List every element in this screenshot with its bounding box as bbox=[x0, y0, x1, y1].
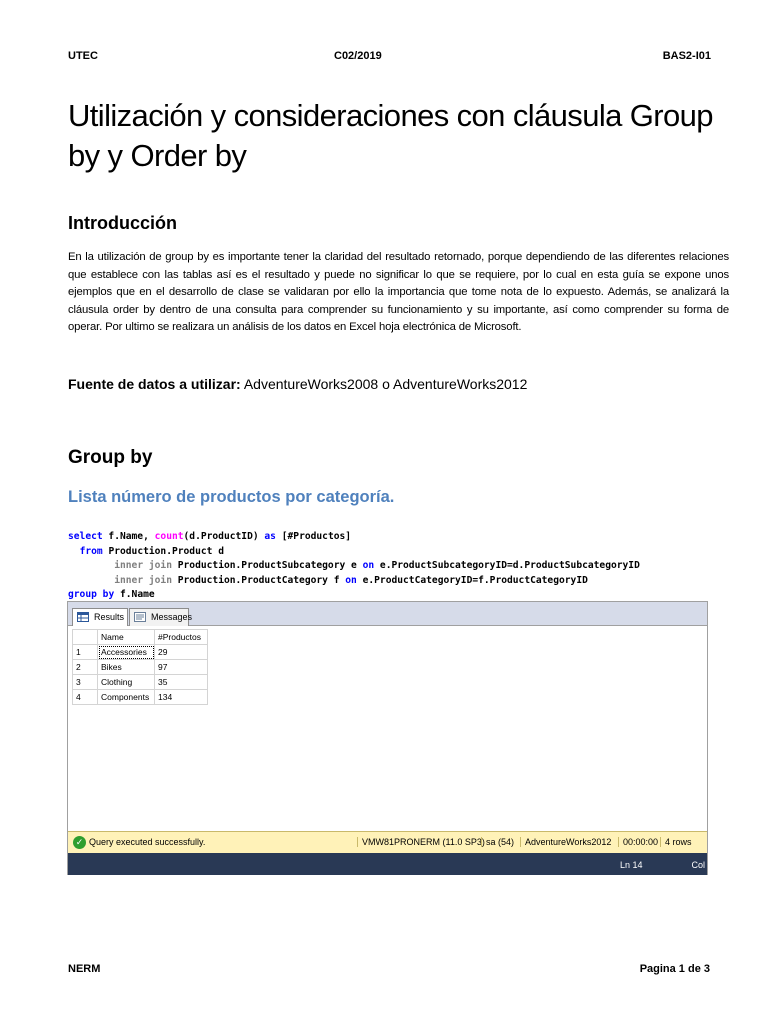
cell-count[interactable]: 97 bbox=[155, 660, 208, 675]
cell-count[interactable]: 29 bbox=[155, 645, 208, 660]
tab-results[interactable] bbox=[72, 608, 128, 626]
editor-status-bar bbox=[68, 853, 707, 875]
ssms-results-panel bbox=[67, 601, 708, 875]
sql-text: (d.ProductID) bbox=[183, 531, 265, 542]
sql-text: e.ProductCategoryID=f.ProductCategoryID bbox=[356, 574, 588, 586]
row-number[interactable]: 1 bbox=[73, 645, 98, 660]
sql-keyword: group bbox=[68, 589, 97, 600]
cell-name[interactable]: Components bbox=[98, 690, 155, 705]
sql-keyword: on bbox=[345, 574, 357, 586]
page-title: Utilización y consideraciones con cláusula Group by y Order by bbox=[68, 98, 713, 173]
status-server: VMW81PRONERM (11.0 SP3) bbox=[357, 837, 485, 847]
tab-messages-label: Messages bbox=[151, 612, 193, 622]
status-user: sa (54) bbox=[481, 837, 514, 847]
footer-left: NERM bbox=[68, 963, 101, 975]
sql-text: Production.ProductCategory f bbox=[171, 574, 346, 586]
source-label: Fuente de datos a utilizar: bbox=[68, 376, 241, 392]
row-number[interactable]: 2 bbox=[73, 660, 98, 675]
status-message: Query executed successfully. bbox=[89, 837, 206, 847]
sql-code-block bbox=[68, 530, 640, 603]
cell-name[interactable]: Clothing bbox=[98, 675, 155, 690]
cell-count[interactable]: 134 bbox=[155, 690, 208, 705]
sql-keyword: from bbox=[79, 545, 103, 557]
table-row[interactable] bbox=[73, 675, 208, 690]
grid-icon bbox=[77, 612, 89, 622]
sql-join-keyword: inner join bbox=[114, 560, 172, 571]
sql-text: Production.Product d bbox=[102, 545, 224, 557]
sql-keyword: as bbox=[264, 531, 276, 542]
subsection-heading: Lista número de productos por categoría. bbox=[68, 488, 395, 506]
checkmark-icon: ✓ bbox=[73, 836, 86, 849]
column-header-name[interactable]: Name bbox=[98, 630, 155, 645]
footer-page-number: Pagina 1 de 3 bbox=[639, 963, 710, 975]
data-source-line bbox=[68, 376, 527, 392]
sql-text: Production.ProductSubcategory e bbox=[171, 560, 363, 571]
source-value: AdventureWorks2008 o AdventureWorks2012 bbox=[243, 376, 528, 392]
column-indicator: Col bbox=[691, 860, 705, 870]
cell-count[interactable]: 35 bbox=[155, 675, 208, 690]
tab-results-label: Results bbox=[94, 612, 125, 622]
line-indicator: Ln 14 bbox=[620, 860, 643, 870]
intro-heading: Introducción bbox=[68, 213, 177, 233]
section-heading: Group by bbox=[68, 447, 153, 468]
sql-function: count bbox=[154, 531, 184, 542]
sql-text: e.ProductSubcategoryID=d.ProductSubcategoryID bbox=[374, 560, 640, 571]
sql-text: f.Name, bbox=[102, 531, 155, 542]
results-grid bbox=[72, 629, 208, 705]
header-left: UTEC bbox=[68, 50, 98, 62]
column-header-count[interactable]: #Productos bbox=[155, 630, 208, 645]
status-database: AdventureWorks2012 bbox=[520, 837, 611, 847]
sql-keyword: select bbox=[68, 531, 103, 542]
sql-text: [#Productos] bbox=[275, 531, 352, 542]
tab-messages[interactable] bbox=[129, 608, 193, 626]
sql-join-keyword: inner join bbox=[114, 574, 172, 586]
sql-keyword: by bbox=[102, 589, 115, 600]
row-number[interactable]: 4 bbox=[73, 690, 98, 705]
header-right: BAS2-I01 bbox=[662, 50, 711, 62]
table-row[interactable] bbox=[73, 645, 208, 660]
sql-keyword: on bbox=[362, 560, 375, 571]
intro-paragraph: En la utilización de group by es importante tener la claridad del resultado retornado, porque dependiendo de las diferentes relaciones que establece con las tablas así es el resultado y puede no significar lo que se requiere, por lo cual en esta guía se expone unos ejemplos que en el desarrollo de clase se validaran por ello la importancia que tome nota de lo expuesto. Además, se analizará la cláusula order by dentro de una consulta para comprender su funcionamiento y su importante, así como comprender su forma de operar. Por ultimo se realizara un análisis de los datos en Excel hoja electrónica de Microsoft. bbox=[68, 251, 729, 333]
row-number-header bbox=[73, 630, 98, 645]
header-center: C02/2019 bbox=[334, 50, 382, 62]
message-icon bbox=[134, 612, 146, 622]
sql-text: f.Name bbox=[114, 589, 155, 600]
status-time: 00:00:00 bbox=[618, 837, 658, 847]
grid-header-row bbox=[73, 630, 208, 645]
table-row[interactable] bbox=[73, 690, 208, 705]
query-status-bar bbox=[68, 831, 707, 853]
row-number[interactable]: 3 bbox=[73, 675, 98, 690]
cell-name[interactable]: Bikes bbox=[98, 660, 155, 675]
results-tabbar bbox=[68, 602, 707, 626]
table-row[interactable] bbox=[73, 660, 208, 675]
cell-name[interactable]: Accessories bbox=[98, 645, 155, 660]
status-rows: 4 rows bbox=[660, 837, 692, 847]
